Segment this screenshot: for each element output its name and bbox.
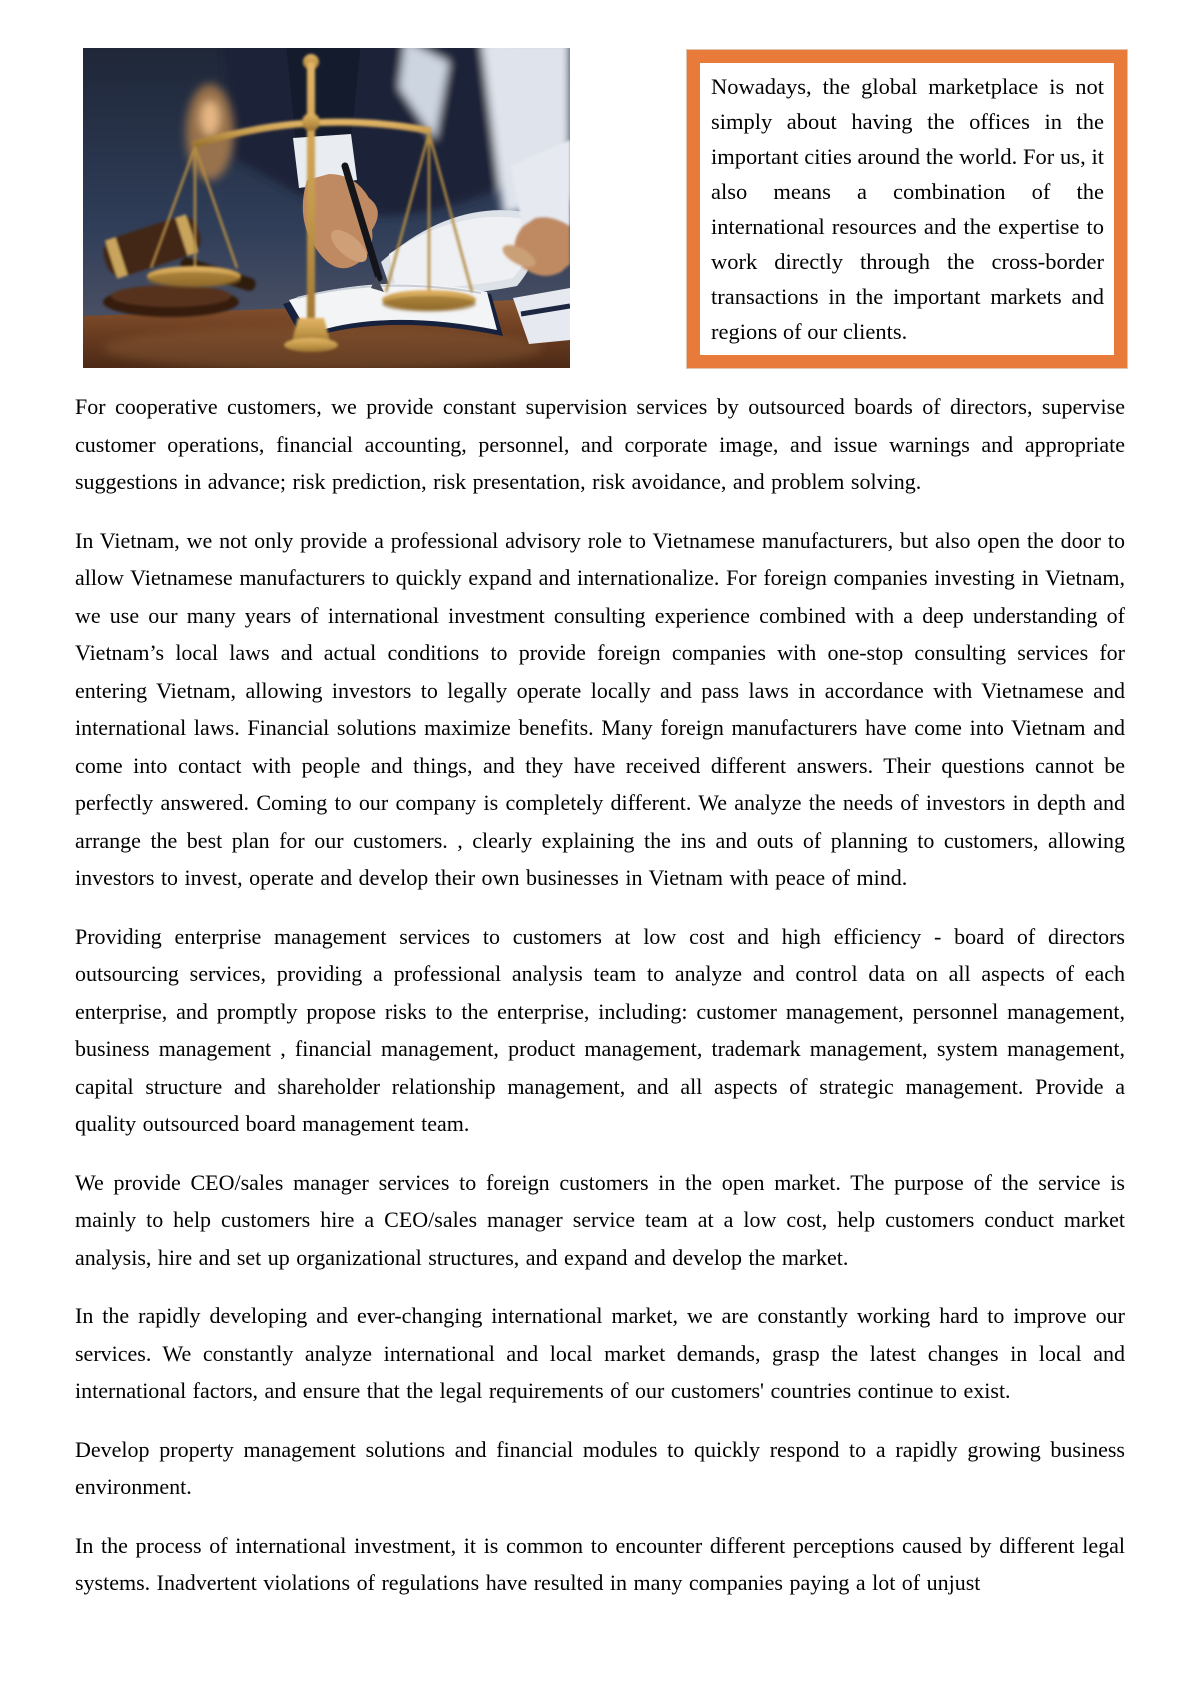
- callout-box: [687, 50, 1127, 368]
- body-paragraph: Providing enterprise management services to customers at low cost and high efficiency - board of directors outsourcing services, providing a professional analysis team to analyze and control data on all aspects of each enterprise, and promptly propose risks to the enterprise, including: customer management, personnel management, business management , financial management, product management, trademark management, system management, capital structure and shareholder relationship management, and all aspects of strategic management. Provide a quality outsourced board management team.: [75, 923, 1125, 1136]
- body-content: [75, 388, 1125, 1623]
- body-paragraph: In the rapidly developing and ever-changing international market, we are constantly working hard to improve our services. We constantly analyze international and local market demands, grasp the latest changes in local and international factors, and ensure that the legal requirements of our customers' countries continue to exist.: [75, 1303, 1125, 1403]
- hero-row: [0, 0, 1200, 368]
- legal-scene-illustration: [83, 48, 570, 368]
- body-paragraph: In the process of international investment, it is common to encounter different perceptions caused by different legal systems. Inadvertent violations of regulations have resulted in many companies paying a lot of unjust: [75, 1532, 1125, 1595]
- body-paragraph: In Vietnam, we not only provide a professional advisory role to Vietnamese manufacturers, but also open the door to allow Vietnamese manufacturers to quickly expand and internationalize. For foreign companies investing in Vietnam, we use our many years of international investment consulting experience combined with a deep understanding of Vietnam’s local laws and actual conditions to provide foreign companies with one-stop consulting services for entering Vietnam, allowing investors to legally operate locally and pass laws in accordance with Vietnamese and international laws. Financial solutions maximize benefits. Many foreign manufacturers have come into Vietnam and come into contact with people and things, and they have received different answers. Their questions cannot be perfectly answered. Coming to our company is completely different. We analyze the needs of investors in depth and arrange the best plan for our customers. , clearly explaining the ins and outs of planning to customers, allowing investors to invest, operate and develop their own businesses in Vietnam with peace of mind.: [75, 527, 1125, 890]
- body-paragraph: For cooperative customers, we provide constant supervision services by outsourced boards of directors, supervise customer operations, financial accounting, personnel, and corporate image, and issue warnings and appropriate suggestions in advance; risk prediction, risk presentation, risk avoidance, and problem solving.: [75, 394, 1125, 494]
- body-paragraph: Develop property management solutions and financial modules to quickly respond to a rapidly growing business environment.: [75, 1436, 1125, 1499]
- lawyer-signing-contract-photo: [83, 48, 570, 368]
- callout-text: Nowadays, the global marketplace is not simply about having the offices in the important cities around the world. For us, it also means a combination of the international resources and the expertise to work directly through the cross-border transactions in the important markets and regions of our clients.: [711, 74, 1104, 344]
- callout-inner: [700, 63, 1114, 355]
- body-paragraph: We provide CEO/sales manager services to foreign customers in the open market. The purpose of the service is mainly to help customers hire a CEO/sales manager service team at a low cost, help customers conduct market analysis, hire and set up organizational structures, and expand and develop the market.: [75, 1169, 1125, 1270]
- candle-glow: [186, 84, 234, 180]
